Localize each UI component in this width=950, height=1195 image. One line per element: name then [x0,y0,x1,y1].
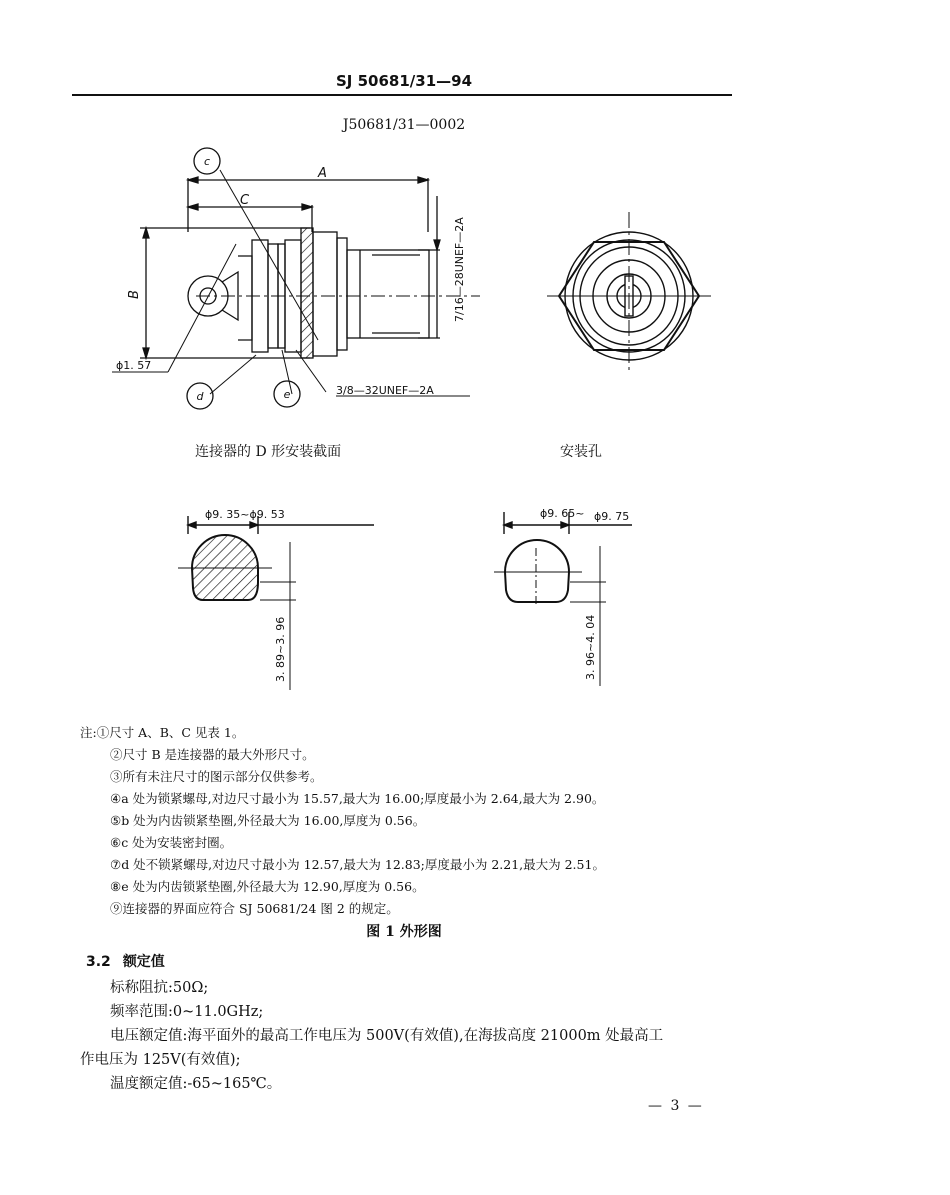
label-c: C [240,193,250,208]
section-view-caption: 连接器的 D 形安装截面 [195,444,342,460]
label-thread-rear: 3/8—32UNEF—2A [336,384,434,397]
d-profile-right-labels [540,507,629,680]
section-number: 3.2 [86,954,111,970]
note-item: ③所有未注尺寸的图示部分仅供参考。 [110,769,323,784]
threaded-body [347,250,429,338]
body-line: 频率范围:0~11.0GHz; [110,1004,264,1020]
callout-e-text: e [283,388,291,401]
callout-c-text: c [203,155,211,168]
notes-block [80,722,605,920]
d-profile-right [494,512,632,686]
label-b: B [127,290,142,299]
section-title: 额定值 [122,954,165,970]
label-thread-main: 7/16—28UNEF—2A [453,217,466,322]
body-line: 标称阻抗:50Ω; [110,980,209,996]
note-item: ⑥c 处为安装密封圈。 [110,835,233,850]
right-height-range: 3. 96~4. 04 [584,614,597,680]
figure-title: 图 1 外形图 [366,924,442,940]
callout-d-text: d [196,390,204,403]
body-line: 作电压为 125V(有效值); [80,1052,241,1068]
note-item: ⑤b 处为内齿锁紧垫圈,外径最大为 16.00,厚度为 0.56。 [110,813,426,828]
standard-code: SJ 50681/31—94 [335,72,473,90]
body-line: 电压额定值:海平面外的最高工作电压为 500V(有效值),在海拔高度 21000m 处最高工 [110,1028,664,1044]
right-width-range-2: ϕ9. 75 [594,510,630,523]
note-item: 注:①尺寸 A、B、C 见表 1。 [80,725,245,740]
note-item: ⑦d 处不锁紧螺母,对边尺寸最小为 12.57,最大为 12.83;厚度最小为 2.21,最大为 2.51。 [110,857,605,872]
note-item: ⑧e 处为内齿锁紧垫圈,外径最大为 12.90,厚度为 0.56。 [110,879,425,894]
label-a: A [318,166,327,181]
drawing-id: J50681/31—0002 [342,117,466,133]
right-width-range-1: ϕ9. 65~ [540,507,585,520]
left-width-range: ϕ9. 35~ϕ9. 53 [205,508,285,521]
section-heading [86,951,165,971]
section-view-labels [116,155,466,403]
page-number: — 3 — [648,1098,704,1114]
body-line: 温度额定值:-65~165℃。 [110,1076,282,1092]
note-item: ②尺寸 B 是连接器的最大外形尺寸。 [110,747,315,762]
mounting-seal-c [301,228,313,358]
end-view-caption: 安装孔 [560,444,602,460]
label-hole-dia: ϕ1. 57 [116,359,152,372]
note-item: ④a 处为锁紧螺母,对边尺寸最小为 15.57,最大为 16.00;厚度最小为 2.64,最大为 2.90。 [110,791,605,806]
end-view [547,212,711,370]
left-height-range: 3. 89~3. 96 [274,616,287,682]
section-view [112,148,480,409]
note-item: ⑨连接器的界面应符合 SJ 50681/24 图 2 的规定。 [110,901,399,916]
